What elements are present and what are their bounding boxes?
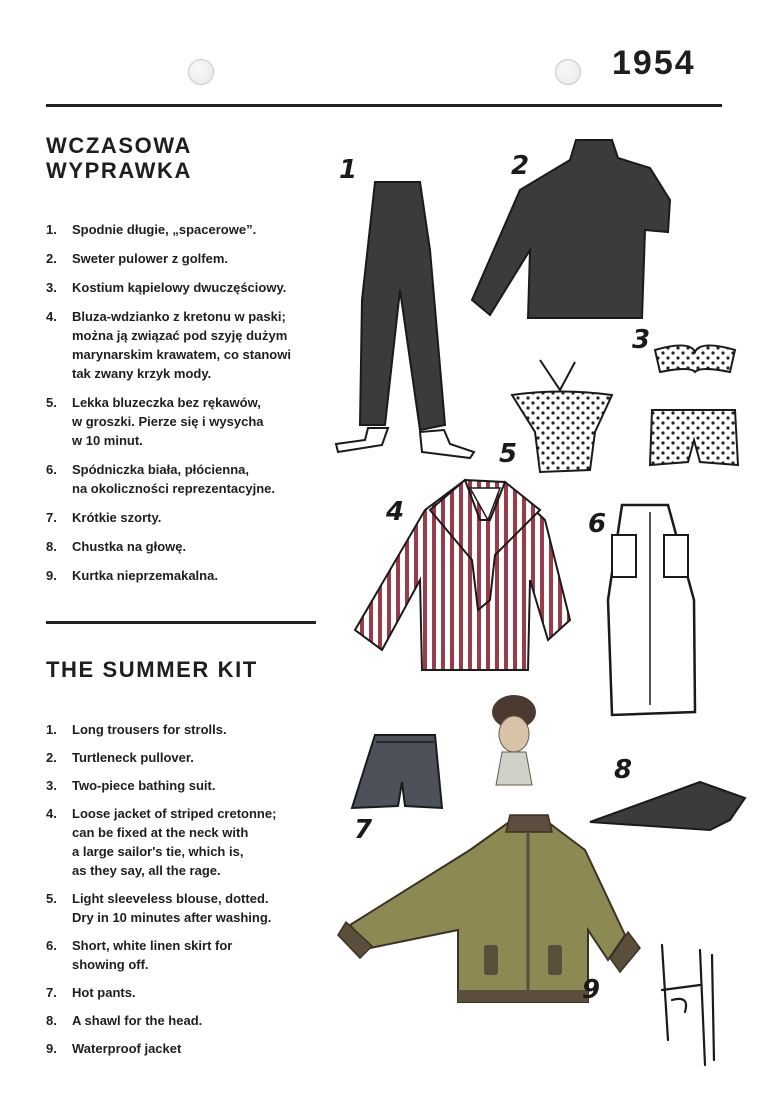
item-text: Long trousers for strolls. — [72, 722, 227, 737]
item-number: 9. — [46, 1041, 57, 1056]
item-text: Turtleneck pullover. — [72, 750, 194, 765]
item-text: Hot pants. — [72, 985, 136, 1000]
item-text: Krótkie szorty. — [72, 510, 162, 525]
label-8: 8 — [614, 755, 633, 785]
item-text: Sweter pulower z golfem. — [72, 251, 229, 266]
item-text: Two-piece bathing suit. — [72, 778, 216, 793]
white-skirt-drawing — [608, 505, 695, 715]
trousers-drawing — [336, 182, 474, 458]
waterproof-jacket-drawing — [338, 815, 640, 1002]
item-number: 3. — [46, 280, 57, 295]
item-number: 2. — [46, 251, 57, 266]
item-text: Lekka bluzeczka bez rękawów, w groszki. Pierze się i wysycha w 10 minut. — [72, 395, 264, 448]
item-text: Kostium kąpielowy dwuczęściowy. — [72, 280, 287, 295]
artist-signature — [662, 945, 714, 1065]
item-number: 5. — [46, 395, 57, 410]
polish-title-line-2: WYPRAWKA — [46, 158, 193, 183]
item-number: 7. — [46, 985, 57, 1000]
item-text: Spódniczka biała, płócienna, na okoliczności reprezentacyjne. — [72, 462, 276, 496]
item-number: 4. — [46, 309, 57, 324]
item-number: 3. — [46, 778, 57, 793]
item-number: 2. — [46, 750, 57, 765]
item-number: 5. — [46, 891, 57, 906]
turtleneck-drawing — [472, 140, 670, 318]
item-number: 1. — [46, 722, 57, 737]
item-text: Bluza-wdzianko z kretonu w paski; można ją związać pod szyję dużym marynarskim krawatem, co stanowi tak zwany krzyk mody. — [72, 309, 291, 381]
item-number: 1. — [46, 222, 57, 237]
english-title: THE SUMMER KIT — [46, 657, 258, 682]
item-text: Spodnie długie, „spacerowe”. — [72, 222, 257, 237]
label-6: 6 — [588, 509, 607, 539]
item-text: A shawl for the head. — [72, 1013, 203, 1028]
woman-portrait-drawing — [492, 695, 536, 785]
polish-title-line-1: WCZASOWA — [46, 133, 193, 158]
head-shawl-drawing — [590, 782, 745, 830]
hot-pants-drawing — [352, 735, 442, 808]
bikini-drawing — [650, 345, 738, 465]
item-text: Loose jacket of striped cretonne; can be fixed at the neck with a large sailor's tie, which is, as they say, all the rage. — [72, 806, 277, 878]
label-1: 1 — [339, 155, 358, 185]
dotted-blouse-drawing — [512, 360, 612, 472]
item-text: Waterproof jacket — [72, 1041, 182, 1056]
item-number: 4. — [46, 806, 57, 821]
label-2: 2 — [511, 151, 530, 181]
item-text: Kurtka nieprzemakalna. — [72, 568, 218, 583]
label-5: 5 — [499, 439, 518, 469]
item-number: 8. — [46, 539, 57, 554]
item-number: 9. — [46, 568, 57, 583]
item-number: 6. — [46, 462, 57, 477]
item-number: 8. — [46, 1013, 57, 1028]
item-text: Light sleeveless blouse, dotted. Dry in 10 minutes after washing. — [72, 891, 272, 925]
item-text: Short, white linen skirt for showing off. — [72, 938, 233, 972]
item-number: 7. — [46, 510, 57, 525]
item-number: 6. — [46, 938, 57, 953]
label-3: 3 — [632, 325, 651, 355]
label-4: 4 — [386, 497, 405, 527]
page-year: 1954 — [612, 44, 696, 82]
label-9: 9 — [582, 975, 601, 1005]
item-text: Chustka na głowę. — [72, 539, 187, 554]
label-7: 7 — [354, 815, 373, 845]
